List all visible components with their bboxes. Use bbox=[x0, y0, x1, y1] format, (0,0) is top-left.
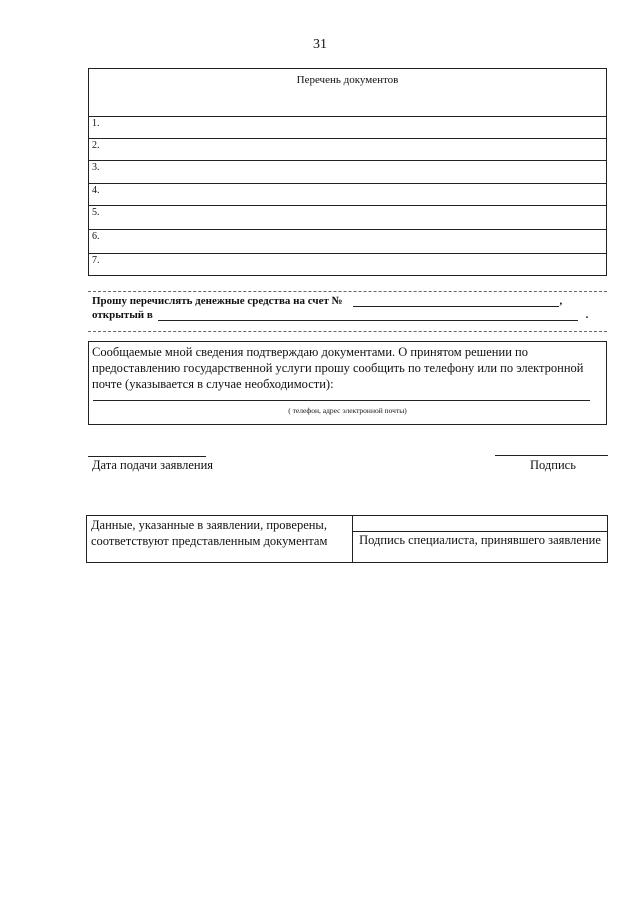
document-row-number: 4. bbox=[92, 185, 100, 196]
bank-name-label: открытый в bbox=[92, 309, 153, 321]
verification-table bbox=[86, 515, 608, 563]
date-label: Дата подачи заявления bbox=[92, 458, 214, 472]
bank-name-field[interactable] bbox=[158, 309, 578, 321]
signature-label: Подпись bbox=[530, 458, 576, 472]
document-row-number: 5. bbox=[92, 207, 100, 218]
account-number-field[interactable] bbox=[353, 295, 559, 307]
bank-name-line bbox=[92, 309, 588, 321]
document-row-number: 3. bbox=[92, 162, 100, 173]
contact-caption: ( телефон, адрес электронной почты) bbox=[288, 406, 407, 415]
date-field[interactable] bbox=[88, 456, 206, 457]
document-row[interactable] bbox=[89, 138, 606, 161]
documents-list-table bbox=[88, 68, 607, 276]
document-row-number: 1. bbox=[92, 118, 100, 129]
bank-name-period: . bbox=[585, 309, 589, 321]
bank-account-section bbox=[88, 291, 607, 332]
account-number-comma: , bbox=[559, 295, 563, 307]
document-row-number: 6. bbox=[92, 231, 100, 242]
verification-statement: Данные, указанные в заявлении, проверены, соответствуют представленным документам bbox=[91, 518, 328, 548]
account-number-line bbox=[92, 295, 562, 307]
document-row-number: 2. bbox=[92, 140, 100, 151]
document-row[interactable] bbox=[89, 160, 606, 184]
signature-field[interactable] bbox=[495, 455, 608, 456]
specialist-signature-label: Подпись специалиста, принявшего заявление bbox=[359, 533, 601, 547]
confirmation-text: Сообщаемые мной сведения подтверждаю документами. О принятом решении по предоставлению государственной услуги прошу сообщить по телефону или по электронной почте (указывается в случае необходимости): bbox=[92, 345, 584, 391]
document-row[interactable] bbox=[89, 183, 606, 206]
contact-field[interactable] bbox=[93, 400, 590, 401]
document-row[interactable] bbox=[89, 253, 606, 277]
account-number-label: Прошу перечислять денежные средства на счет № bbox=[92, 295, 343, 307]
page-number: 31 bbox=[313, 37, 327, 52]
document-row-number: 7. bbox=[92, 255, 100, 266]
documents-list-title: Перечень документов bbox=[296, 74, 399, 86]
confirmation-section bbox=[88, 341, 607, 425]
document-row[interactable] bbox=[89, 205, 606, 230]
document-row[interactable] bbox=[89, 229, 606, 254]
document-row[interactable] bbox=[89, 116, 606, 139]
